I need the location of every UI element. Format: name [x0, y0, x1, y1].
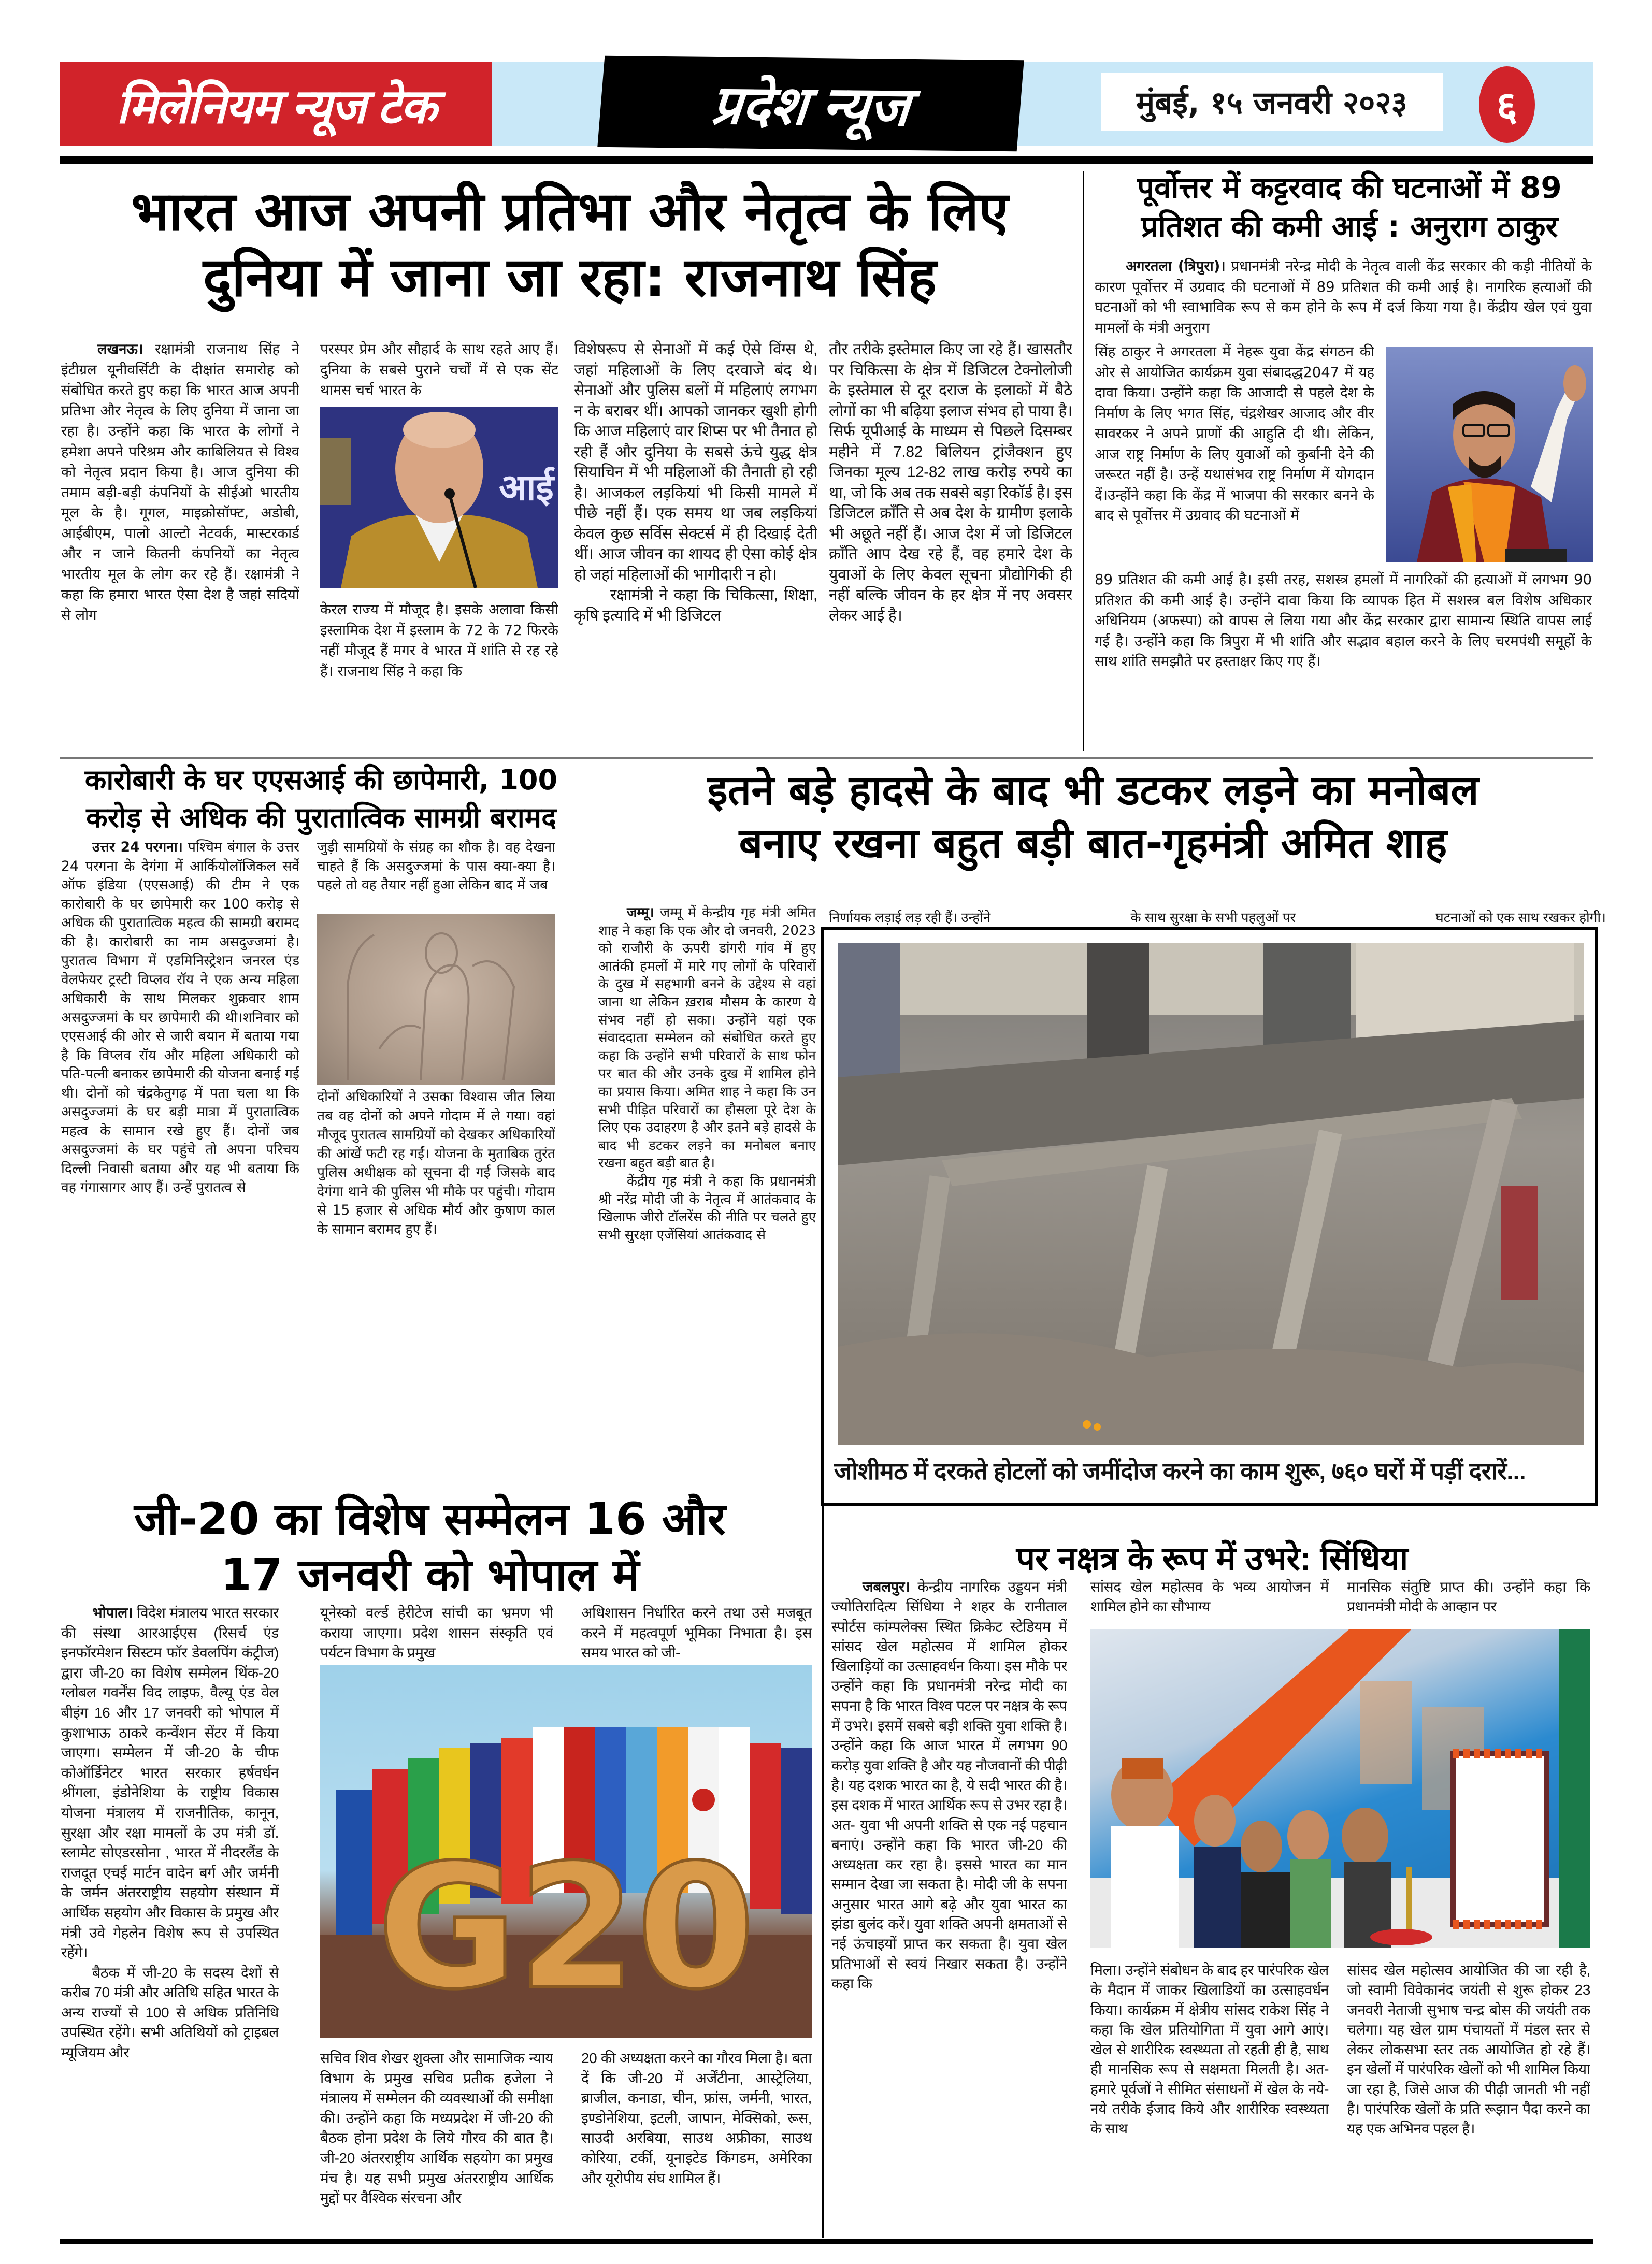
- section-title: प्रदेश न्यूज: [597, 56, 1024, 151]
- hidden-line-2: के साथ सुरक्षा के सभी पहलुओं पर: [1130, 910, 1296, 925]
- rajnath-col-3-para-2: रक्षामंत्री ने कहा कि चिकित्सा, शिक्षा, कृषि इत्यादि में भी डिजिटल: [574, 586, 817, 624]
- g20-dateline: भोपाल।: [92, 1605, 133, 1621]
- anurag-headline: [1093, 168, 1606, 247]
- g20-col-1-text: विदेश मंत्रालय भारत सरकार की संस्था आरआईएस (रिसर्च एंड इनफॉरमेशन सिस्टम फॉर डेवलपिंग कंट्रीज) द्वारा जी-20 का विशेष सम्मेलन थिंक-20 ग्लोबल गवर्नेंस विद लाइफ, वैल्यू एंड वेल बीइंग 16 और 17 जनवरी को भोपाल में कुशाभाऊ ठाकरे कन्वेंशन सेंटर में किया जाएगा। सम्मेलन में जी-20 के चीफ कोऑर्डिनेटर भारत सरकार हर्षवर्धन श्रींगला, इंडोनेशिया के राष्ट्रीय विकास योजना मंत्रालय में राजनीतिक, कानून, सुरक्षा और रक्षा मामलों के उप मंत्री डॉ. स्लामेट सोएडरसोना , भारत में नीदरलैंड के राजदूत एचई मार्टन वादेन बर्ग और जर्मनी के जर्मन अंतरराष्ट्रीय सहयोग संस्थान में आर्थिक सहयोग और विकास के प्रमुख और मंत्री उवे गेहलेन विशेष रूप से उपस्थित रहेंगे।: [61, 1605, 279, 1961]
- rajnath-col-4: तौर तरीके इस्तेमाल किए जा रहे हैं। खासतौर पर चिकित्सा के क्षेत्र में डिजिटल टेक्नोलोजी के इस्तेमाल से दूर दराज के इलाकों में बैठे लोगों का भी बढ़िया इलाज संभव हो पाया है। सिर्फ यूपीआई के माध्यम से पिछले दिसम्बर महीने में 7.82 बिलियन ट्रांजैक्शन हुए जिनका मूल्य 12-82 लाख करोड़ रुपये का था, जो कि अब तक सबसे बड़ा रिकॉर्ड है। इस डिजिटल क्राँति से अब देश के ग्रामीण इलाके भी अछूते नहीं हैं। आज देश में जो डिजिटल क्राँति आप देख रहे हैं, वह हमारे देश के युवाओं के लिए केवल सूचना प्रौद्योगिकी ही नहीं बल्कि जीवन के हर क्षेत्र में नए अवसर लेकर आई है।: [829, 341, 1072, 624]
- column-divider: [822, 1502, 824, 2238]
- newspaper-brand: मिलेनियम न्यूज टेक: [60, 62, 492, 146]
- asi-headline-line-1: कारोबारी के घर एएसआई की छापेमारी, 100: [84, 763, 558, 796]
- rajnath-col-2-top: परस्पर प्रेम और सौहार्द के साथ रहते आए हैं। दुनिया के सबसे पुराने चर्चों में से एक सेंट थामस चर्च भारत के: [320, 341, 558, 398]
- rajnath-headline-line-2: दुनिया में जाना जा रहा: राजनाथ सिंह: [203, 245, 937, 309]
- amit-shah-dateline: जम्मू।: [627, 905, 654, 920]
- stone-relief-sculpture-photo: [317, 914, 555, 1085]
- svg-text:आई: आई: [499, 466, 554, 509]
- page-number: ६: [1479, 66, 1535, 143]
- scindia-dateline: जबलपुर।: [863, 1579, 910, 1595]
- rajnath-col-1: [61, 339, 299, 748]
- amit-shah-hidden-lines: [829, 907, 1606, 926]
- sculpture-illustration: [317, 914, 555, 1085]
- scindia-col-3-top: मानसिक संतुष्टि प्राप्त की। उन्होंने कहा कि प्रधानमंत्री मोदी के आव्हान पर: [1347, 1579, 1590, 1615]
- anurag-thakur-photo: [1386, 347, 1593, 562]
- rajnath-headline-line-1: भारत आज अपनी प्रतिभा और नेतृत्व के लिए: [131, 180, 1009, 243]
- g20-flags-photo: [320, 1665, 812, 2038]
- speaker-illustration: [1386, 347, 1593, 562]
- lamp-lighting-ceremony-photo: [1090, 1629, 1590, 1948]
- g20-headline-line-1: जी-20 का विशेष सम्मेलन 16 और: [134, 1493, 726, 1545]
- g20-col-1: [61, 1603, 279, 2225]
- amit-shah-headline: [575, 764, 1611, 869]
- g20-headline: [47, 1492, 813, 1603]
- hidden-line-3: घटनाओं को एक साथ रखकर होगी।: [1435, 910, 1606, 925]
- anurag-lead-text: प्रधानमंत्री नरेन्द्र मोदी के नेतृत्व वाली केंद्र सरकार की कड़ी नीतियों के कारण पूर्वोत्तर में उग्रवाद की घटनाओं में 89 प्रतिशत की कमी आई है। नागरिक हत्याओं की घटनाओं को भी स्वाभाविक रूप से कम होने के रूप में दर्ज किया गया है। केंद्रीय खेल एवं युवा मामलों के मंत्री अनुराग: [1095, 258, 1592, 336]
- amit-shah-col-1-para-2: केंद्रीय गृह मंत्री ने कहा कि प्रधानमंत्री श्री नरेंद्र मोदी जी के नेतृत्व में आतंकवाद के खिलाफ जीरो टॉलरेंस की नीति पर चलते हुए सभी सुरक्षा एजेंसियां आतंकवाद से: [598, 1173, 816, 1243]
- collapsed-building-photo: [838, 943, 1584, 1445]
- g20-flags-illustration: [320, 1665, 812, 2038]
- rajnath-headline: [52, 179, 1088, 310]
- g20-logo-text: G20: [377, 1828, 756, 2027]
- section-rule: [60, 757, 1593, 759]
- rajnath-col-1-text: रक्षामंत्री राजनाथ सिंह ने इंटीग्रल यूनीवर्सिटी के दीक्षांत समारोह को संबोधित करते हुए कहा कि भारत आज अपनी प्रतिभा और नेतृत्व के लिए दुनिया में जाना जा रहा है। उन्होंने कहा कि भारत के लोगों ने हमेशा अपने परिश्रम और काबिलियत से विश्व को नेतृत्व प्रदान किया है। आज दुनिया की तमाम बड़ी-बड़ी कंपनियों के सीईओ भारतीय मूल के है। गूगल, माइक्रोसॉफ्ट, अडोबी, आईबीएम, पालो आल्टो नेटवर्क, मास्टरकार्ड और न जाने कितनी कंपनियों का नेतृत्व भारतीय मूल के लोग कर रहे हैं। रक्षामंत्री ने कहा कि हमारा भारत ऐसा देश है जहां सदियों से लोग: [61, 341, 299, 624]
- amit-shah-headline-line-1: इतने बड़े हादसे के बाद भी डटकर लड़ने का मनोबल: [707, 766, 1479, 814]
- anurag-lead: [1095, 256, 1592, 342]
- rajnath-col-2-bottom: केरल राज्य में मौजूद है। इसके अलावा किसी इस्लामिक देश में इस्लाम के 72 के 72 फिरके नहीं मौजूद हैं मगर वे भारत में शांति से रह रहे हैं। राजनाथ सिंह ने कहा कि: [320, 601, 558, 680]
- scindia-col-3-bottom: सांसद खेल महोत्सव आयोजित की जा रही है, जो स्वामी विवेकानंद जयंती से शुरू होकर 23 जनवरी नेताजी सुभाष चन्द्र बोस की जयंती तक चलेगा। यह खेल ग्राम पंचायतों में मंडल स्तर से लेकर लोकसभा स्तर तक आयोजित हो रहे हैं। इन खेलों में पारंपरिक खेलों को भी शामिल किया जा रहा है, जिसे आज की पीढ़ी जानती भी नहीं है। पारंपरिक खेलों के प्रति रूझान पैदा करने का यह एक अभिनव पहल है।: [1347, 1962, 1590, 2137]
- footer-rule: [60, 2239, 1593, 2244]
- anurag-tail-text: 89 प्रतिशत की कमी आई है। इसी तरह, सशस्त्र हमलों में नागरिकों की हत्याओं में लगभग 90 प्रतिशत की कमी आई है। उन्होंने दावा किया कि व्यापक हित में सशस्त्र बल विशेष अधिकार अधिनियम (अफस्पा) को वापस ले लिया गया और केंद्र सरकार द्वारा सामान्य स्थिति वापस लाई गई है। उन्होंने कहा कि त्रिपुरा में भी शांति और सद्भाव बहाल करने के लिए चरमपंथी समूहों के साथ शांति समझौते पर हस्ताक्षर किए गए हैं।: [1095, 571, 1592, 670]
- g20-col-3-top: अधिशासन निर्धारित करने तथा उसे मजबूत करने में महत्वपूर्ण भूमिका निभाता है। इस समय भारत को जी-: [581, 1605, 812, 1661]
- g20-col-2-top: यूनेस्को वर्ल्ड हेरीटेज सांची का भ्रमण भी कराया जाएगा। प्रदेश शासन संस्कृति एवं पर्यटन विभाग के प्रमुख: [320, 1605, 553, 1661]
- scindia-col-2-bottom: मिला। उन्होंने संबोधन के बाद हर पारंपरिक खेल के मैदान में जाकर खिलाडियों का उत्साहवर्धन किया। कार्यक्रम में क्षेत्रीय सांसद राकेश सिंह ने कहा कि खेल प्रतियोगिता में युवा आगे आएं। खेल से शारीरिक स्वस्थ्यता तो रहती ही है, साथ ही मानसिक रूप से सक्षमता मिलती है। अत- हमारे पूर्वजों ने सीमित संसाधनों में खेल के नये-नये तरीके ईजाद किये और शारीरिक स्वस्थ्यता के साथ: [1090, 1962, 1329, 2137]
- scindia-headline-line-2: पर नक्षत्र के रूप में उभरे: सिंधिया: [1016, 1540, 1409, 1577]
- asi-col-1: [61, 838, 299, 1491]
- scindia-headline: [829, 1497, 1596, 1583]
- amit-shah-headline-line-2: बनाए रखना बहुत बड़ी बात-गृहमंत्री अमित शाह: [739, 818, 1447, 867]
- g20-col-2-bottom: सचिव शिव शेखर शुक्ला और सामाजिक न्याय विभाग के प्रमुख सचिव प्रतीक हजेला ने मंत्रालय में सम्मेलन की व्यवस्थाओं की समीक्षा की। उन्होंने कहा कि मध्यप्रदेश में जी-20 की बैठक होना प्रदेश के लिये गौरव की बात है। जी-20 अंतरराष्ट्रीय आर्थिक सहयोग का प्रमुख मंच है। यह सभी प्रमुख अंतरराष्ट्रीय आर्थिक मुद्दों पर वैश्विक संरचना और: [320, 2050, 553, 2207]
- g20-col-1-para-2: बैठक में जी-20 के सदस्य देशों से करीब 70 मंत्री और अतिथि सहित भारत के अन्य राज्यों से 100 से अधिक प्रतिनिधि उपस्थित रहेंगे। सभी अतिथियों को ट्राइबल म्यूजियम और: [61, 1964, 279, 2061]
- asi-headline-line-2: करोड़ से अधिक की पुरातात्विक सामग्री बरामद: [86, 801, 556, 834]
- anurag-headline-line-2: प्रतिशत की कमी आई : अनुराग ठाकुर: [1141, 209, 1558, 244]
- anurag-side-text: सिंह ठाकुर ने अगरतला में नेहरू युवा केंद्र संगठन की ओर से आयोजित कार्यक्रम युवा संबादद्ध2047 में यह दावा किया। उन्होंने कहा कि आजादी से पहले देश के निर्माण के लिए भगत सिंह, चंद्रशेखर आजाद और वीर सावरकर ने अपने प्राणों की आहुति दी थी। लेकिन, आज राष्ट्र निर्माण के लिए युवाओं को कुर्बानी देने की जरूरत नहीं है। उन्हें यथासंभव राष्ट्र निर्माण में योगदान दें।उन्होंने कहा कि केंद्र में भाजपा की सरकार बनने के बाद से पूर्वोत्तर में उग्रवाद की घटनाओं में: [1095, 343, 1374, 524]
- rajnath-col-3: [574, 339, 817, 754]
- rajnath-dateline: लखनऊ।: [97, 341, 143, 357]
- masthead-rule: [60, 156, 1593, 164]
- collapse-illustration: [838, 943, 1584, 1445]
- scindia-col-2-top: सांसद खेल महोत्सव के भव्य आयोजन में शामिल होने का सौभाग्य: [1090, 1579, 1329, 1615]
- asi-headline: [52, 761, 591, 837]
- scindia-col-1: [831, 1577, 1067, 2230]
- person-illustration: [320, 407, 558, 588]
- anurag-dateline: अगरतला (त्रिपुरा)।: [1126, 258, 1226, 275]
- amit-shah-col-1-text: जम्मू में केन्द्रीय गृह मंत्री अमित शाह ने कहा कि एक और दो जनवरी, 2023 को राजौरी के ऊपरी डांगरी गांव में हुए आतंकी हमलों में मारे गए लोगों के परिवारों के दुख में सहभागी बनने के उद्देश्य से वहां जाना था लेकिन ख़राब मौसम के कारण ये संभव नहीं हो सका। उन्होंने यहां एक संवाददाता सम्मेलन को संबोधित करते हुए कहा कि उन्होंने सभी परिवारों के साथ फोन पर बात की और उनके दुख में शामिल होने का प्रयास किया। अमित शाह ने कहा कि उन सभी पीड़ित परिवारों का हौसला पूरे देश के लिए एक उदाहरण है और इतने बड़े हादसे के बाद भी डटकर लड़ने का मनोबल बनाए रखना बहुत बड़ी बात है।: [598, 905, 816, 1172]
- column-divider: [1083, 171, 1084, 751]
- rajnath-singh-photo: [320, 407, 558, 588]
- joshimath-caption: जोशीमठ में दरकते होटलों को जमींदोज करने का काम शुरू, ७६० घरों में पड़ीं दरारें...: [834, 1458, 1526, 1484]
- amit-shah-col-1: [598, 904, 816, 1494]
- dateline: मुंबई, १५ जनवरी २०२३: [1101, 73, 1443, 131]
- anurag-headline-line-1: पूर्वोत्तर में कट्टरवाद की घटनाओं में 89: [1137, 170, 1562, 205]
- asi-col-2-bottom: दोनों अधिकारियों ने उसका विश्वास जीत लिया तब वह दोनों को अपने गोदाम में ले गया। वहां मौजूद पुरातत्व सामग्रियों को देखकर अधिकारियों की आंखें फटी रह गईं। योजना के मुताबिक तुरंत पुलिस अधीक्षक को सूचना दी गई जिसके बाद देगंगा थाने की पुलिस भी मौके पर पहुंची। गोदाम से 15 हजार से अधिक मौर्य और कुषाण काल के सामान बरामद हुए हैं।: [317, 1089, 555, 1237]
- ceremony-illustration: [1090, 1629, 1590, 1948]
- asi-dateline: उत्तर 24 परगना।: [92, 839, 183, 855]
- g20-headline-line-2: 17 जनवरी को भोपाल में: [220, 1549, 640, 1601]
- g20-col-3-bottom: 20 की अध्यक्षता करने का गौरव मिला है। बता दें कि जी-20 में अर्जेंटीना, आस्ट्रेलिया, ब्राजील, कनाडा, चीन, फ्रांस, जर्मनी, भारत, इण्डोनेशिया, इटली, जापान, मेक्सिको, रूस, साउदी अरबिया, साउथ अफ्रीका, साउथ कोरिया, टर्की, यूनाइटेड किंगडम, अमेरिका और यूरोपीय संघ शामिल हैं।: [581, 2050, 812, 2186]
- asi-col-1-text: पश्चिम बंगाल के उत्तर 24 परगना के देगंगा में आर्कियोलॉजिकल सर्वे ऑफ इंडिया (एएसआई) की टीम ने एक कारोबारी के घर छापेमारी कर 100 करोड़ से अधिक की पुरातात्विक महत्व की सामग्री बरामद की है। कारोबारी का नाम असदुज्जमां है। पुरातत्व विभाग में एडमिनिस्ट्रेशन जनरल एंड वेलफेयर ट्रस्टी विप्लव रॉय ने एक अन्य महिला अधिकारी के साथ मिलकर शुक्रवार शाम असदुज्जमां के घर छापेमारी की थी।शनिवार को एएसआई की ओर से जारी बयान में बताया गया है कि विप्लव रॉय और महिला अधिकारी को पति-पत्नी बनाकर छापेमारी की योजना बनाई गई थी। दोनों को चंद्रकेतुगढ़ में पता चला था कि असदुज्जमां के घर बड़ी मात्रा में पुरातात्विक महत्व के सामान रखे हुए हैं। दोनों जब असदुज्जमां के घर पहुंचे तो अपना परिचय दिल्ली निवासी बताया और यह भी बताया कि वह गंगासागर आए हैं। उन्हें पुरातत्व से: [61, 839, 299, 1195]
- scindia-col-1-text: केन्द्रीय नागरिक उड्डयन मंत्री ज्योतिरादित्य सिंधिया ने शहर के रानीताल स्पोर्टस कांम्पलेक्स स्थित क्रिकेट स्टेडियम में सांसद खेल महोत्सव में शामिल होकर खिलाड़ियों का उत्साहवर्धन किया। इस मौके पर उन्होंने कहा कि प्रधानमंत्री नरेन्द्र मोदी का सपना है कि भारत विश्व पटल पर नक्षत्र के रूप में उभरे। इसमें सबसे बड़ी शक्ति युवा शक्ति है। उन्होंने कहा कि आज भारत में लगभग 90 करोड़ युवा शक्ति है और यह नौजवानों की पीढ़ी है। यह दशक भारत का है, ये सदी भारत की है। इस दशक में भारत आर्थिक रूप से उभर रहा है। अत- युवा भी अपनी शक्ति से एक नई पहचान बनाएं। उन्होंने कहा कि भारत जी-20 की अध्यक्षता कर रहा है। इससे भारत का मान सम्मान देखा जा सकता है। मोदी जी के सपना अनुसार भारत आगे बढ़े और युवा भारत का झंडा बुलंद करें। युवा शक्ति अपनी क्षमताओं से नई ऊंचाइयों प्राप्त कर सकता है। युवा खेल प्रतिभाओं से स्वयं निखार सकता है। उन्होंने कहा कि: [831, 1579, 1067, 1992]
- hidden-line-1: निर्णायक लड़ाई लड़ रही हैं। उन्होंने: [829, 910, 991, 925]
- rajnath-col-3-text: विशेषरूप से सेनाओं में कई ऐसे विंग्स थे, जहां महिलाओं के लिए दरवाजे बंद थे। सेनाओं और पुलिस बलों में महिलाएं लगभग न के बराबर थीं। आपको जानकर खुशी होगी कि आज महिलाएं वार शिप्स पर भी तैनात हो रही हैं और दुनिया के सबसे ऊंचे युद्ध क्षेत्र सियाचिन में भी महिलाओं की तैनाती हो रही है। आजकल लड़कियां भी किसी मामले में पीछे नहीं हैं। एक समय था जब लड़कियां केवल कुछ सर्विस सेक्टर्स में ही दिखाई देती थीं। आज जीवन का शायद ही ऐसा कोई क्षेत्र हो जहां महिलाओं की भागीदारी न हो।: [574, 341, 817, 583]
- asi-col-2-top: जुड़ी सामग्रियों के संग्रह का शौक है। वह देखना चाहते हैं कि असदुज्जमां के पास क्या-क्या है। पहले तो वह तैयार नहीं हुआ लेकिन बाद में जब: [317, 839, 555, 893]
